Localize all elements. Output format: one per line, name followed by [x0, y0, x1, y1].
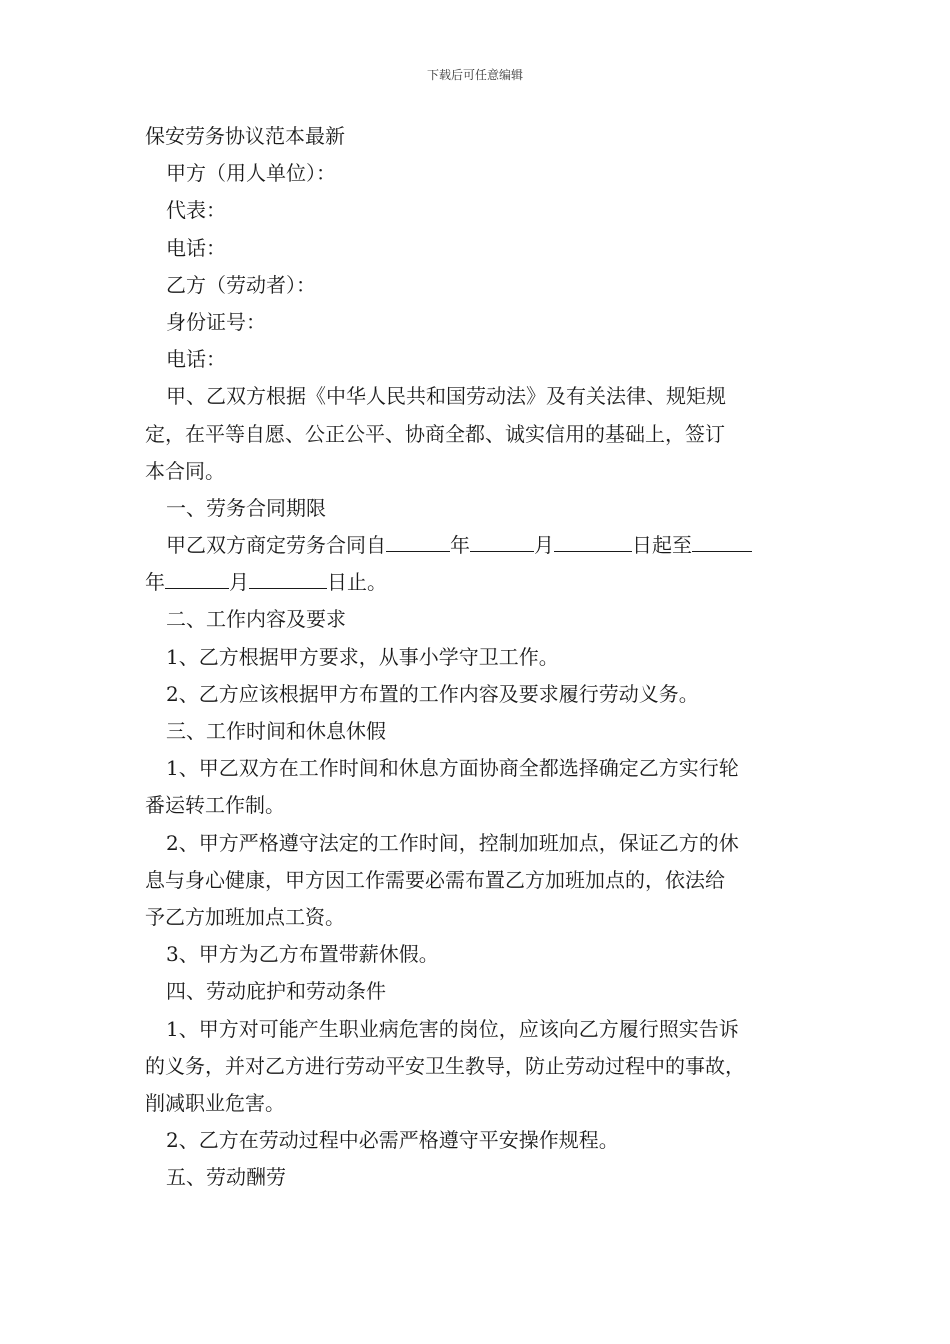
preamble-line: 甲、乙双方根据《中华人民共和国劳动法》及有关法律、规矩规 — [166, 384, 726, 409]
party-b-label: 乙方（劳动者）： — [166, 272, 316, 297]
section-4-item-1: 1、甲方对可能产生职业病危害的岗位，应该向乙方履行照实告诉 — [166, 1016, 739, 1041]
party-b-phone-label: 电话： — [166, 347, 226, 372]
start-day-blank — [554, 531, 632, 552]
representative-label: 代表： — [166, 198, 226, 223]
term-day-end: 日止。 — [327, 570, 387, 595]
contract-term-line — [145, 527, 820, 564]
term-prefix: 甲乙双方商定劳务合同自 — [166, 533, 386, 558]
party-a-label: 甲方（用人单位）： — [166, 161, 336, 186]
term-month2-unit: 月 — [229, 570, 249, 595]
section-3-item-3: 3、甲方为乙方布置带薪休假。 — [166, 942, 439, 967]
term-day-to: 日起至 — [632, 533, 692, 558]
document-title: 保安劳务协议范本最新 — [145, 124, 345, 148]
end-month-blank — [165, 568, 229, 589]
section-3-item-2-cont: 予乙方加班加点工资。 — [145, 904, 345, 929]
document-body — [145, 118, 820, 1196]
id-number-label: 身份证号： — [166, 309, 266, 334]
section-4-item-1-cont: 的义务，并对乙方进行劳动平安卫生教导，防止劳动过程中的事故， — [145, 1053, 745, 1078]
section-3-item-2: 2、甲方严格遵守法定的工作时间，控制加班加点，保证乙方的休 — [166, 830, 739, 855]
preamble-line: 定，在平等自愿、公正公平、协商全都、诚实信用的基础上，签订 — [145, 421, 725, 446]
section-2-title: 二、工作内容及要求 — [166, 607, 346, 632]
section-4-item-2: 2、乙方在劳动过程中必需严格遵守平安操作规程。 — [166, 1128, 619, 1153]
section-3-item-1-cont: 番运转工作制。 — [145, 793, 285, 818]
end-day-blank — [249, 568, 327, 589]
section-3-title: 三、工作时间和休息休假 — [166, 719, 386, 743]
section-1-title: 一、劳务合同期限 — [166, 495, 326, 520]
term-month-unit: 月 — [534, 533, 554, 558]
section-5-title: 五、劳动酬劳 — [166, 1165, 286, 1190]
term-year2-unit: 年 — [145, 570, 165, 595]
preamble-line: 本合同。 — [145, 458, 225, 483]
contract-term-line-2 — [145, 564, 820, 601]
header-note: 下载后可任意编辑 — [426, 68, 523, 82]
section-4-title: 四、劳动庇护和劳动条件 — [166, 979, 386, 1004]
start-year-blank — [386, 531, 450, 552]
section-2-item: 1、乙方根据甲方要求，从事小学守卫工作。 — [166, 644, 559, 669]
start-month-blank — [470, 531, 534, 552]
section-3-item-2-cont: 息与身心健康，甲方因工作需要必需布置乙方加班加点的，依法给 — [145, 867, 725, 892]
section-3-item-1: 1、甲乙双方在工作时间和休息方面协商全都选择确定乙方实行轮 — [166, 756, 739, 781]
party-a-phone-label: 电话： — [166, 235, 226, 260]
term-year-unit: 年 — [450, 533, 470, 558]
section-2-item: 2、乙方应该根据甲方布置的工作内容及要求履行劳动义务。 — [166, 681, 699, 706]
end-year-blank-part1 — [692, 531, 752, 552]
section-4-item-1-cont: 削减职业危害。 — [145, 1090, 285, 1115]
